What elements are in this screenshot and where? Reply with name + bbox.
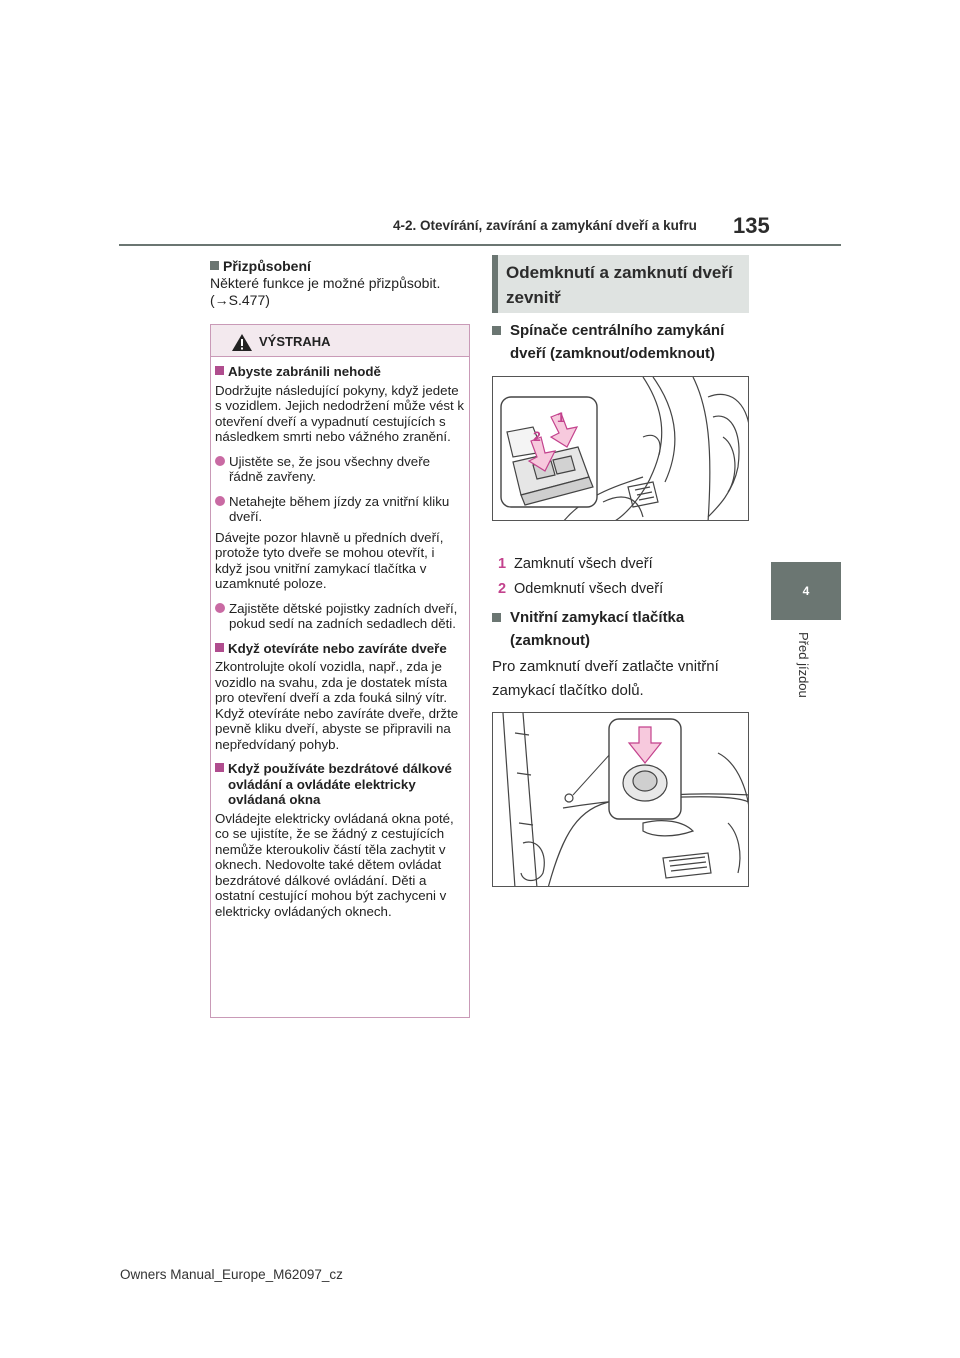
legend-item: 1 Zamknutí všech dveří <box>498 556 653 572</box>
legend-item: 2 Odemknutí všech dveří <box>498 581 664 597</box>
square-bullet-icon <box>215 763 224 772</box>
chapter-title: Před jízdou <box>796 632 811 698</box>
square-bullet-icon <box>492 613 501 622</box>
square-bullet-icon <box>492 326 501 335</box>
round-bullet-icon <box>215 603 225 613</box>
warning-triangle-icon <box>231 333 253 352</box>
figure-label-2: 2 <box>533 428 541 444</box>
chapter-tab: 4 <box>771 562 841 620</box>
warning-subheading: Když používáte bezdrátové dálkové ovládání a ovládáte elektricky ovládaná okna <box>215 761 465 808</box>
warning-bullet: Zajistěte dětské pojistky zadních dveří, pokud sedí na zadních sedadlech děti. <box>215 601 465 632</box>
warning-paragraph: Zkontrolujte okolí vozidla, např., zda je vozidlo na svahu, zda je dostatek místa pro otevření dveří a zda fouká silný vítr. Když otevíráte nebo zavíráte dveře, držte pevně kliku dveří, abyste se připravili na nepředvídaný pohyb. <box>215 659 459 752</box>
footer-text: Owners Manual_Europe_M62097_cz <box>120 1267 343 1282</box>
round-bullet-icon <box>215 496 225 506</box>
figure-lock-switch <box>492 376 749 521</box>
lock-switch-illustration <box>493 377 749 521</box>
warning-label: VÝSTRAHA <box>259 334 331 349</box>
warning-box <box>210 324 470 1018</box>
square-bullet-icon <box>210 261 219 270</box>
square-bullet-icon <box>215 643 224 652</box>
figure-inner-lock-button <box>492 712 749 887</box>
warning-paragraph: Dodržujte následující pokyny, když jedete s vozidlem. Jejich nedodržení může vést k otevření dveří a vypadnutí cestujících s následkem smrti nebo vážného zranění. <box>215 382 465 444</box>
inner-lock-illustration <box>493 713 749 887</box>
warning-bullet: Ujistěte se, že jsou všechny dveře řádně zavřeny. <box>215 454 465 485</box>
warning-bullet: Netahejte během jízdy za vnitřní kliku dveří. <box>215 494 465 525</box>
warning-paragraph: Ovládejte elektricky ovládaná okna poté, co se ujistíte, že se žádný z cestujících nemůže kteroukoliv částí těla zachytit v oknech. Nedovolte také dětem ovládat bezdrátové dálkové ovládání. Děti a ostatní cestující mohou být zachyceni v elektricky ovládaných oknech. <box>215 810 454 919</box>
intro-text: Některé funkce je možné přizpůsobit. (→S.477) <box>210 275 441 308</box>
page-number: 135 <box>733 213 770 238</box>
subheading-inner-lock-buttons: Vnitřní zamykací tlačítka (zamknout) <box>492 606 752 652</box>
section-header-title: 4-2. Otevírání, zavírání a zamykání dveří a kufru <box>393 218 697 233</box>
subheading-central-locking: Spínače centrálního zamykání dveří (zamknout/odemknout) <box>492 319 752 365</box>
figure-label-1: 1 <box>557 409 565 425</box>
warning-subheading: Abyste zabránili nehodě <box>215 364 465 380</box>
intro-block <box>210 258 470 309</box>
intro-heading: Přizpůsobení <box>210 258 470 275</box>
section-title-box: Odemknutí a zamknutí dveří zevnitř <box>492 255 749 313</box>
warning-body <box>211 357 469 919</box>
warning-header <box>211 325 469 357</box>
header-divider <box>119 244 841 246</box>
warning-subheading: Když otevíráte nebo zavíráte dveře <box>215 641 465 657</box>
warning-paragraph: Dávejte pozor hlavně u předních dveří, protože tyto dveře se mohou otevřít, i když jsou vnitřní zamykací tlačítka v uzamknuté poloze. <box>215 529 444 591</box>
inner-lock-instruction: Pro zamknutí dveří zatlačte vnitřní zamykací tlačítko dolů. <box>492 658 719 699</box>
round-bullet-icon <box>215 456 225 466</box>
square-bullet-icon <box>215 366 224 375</box>
